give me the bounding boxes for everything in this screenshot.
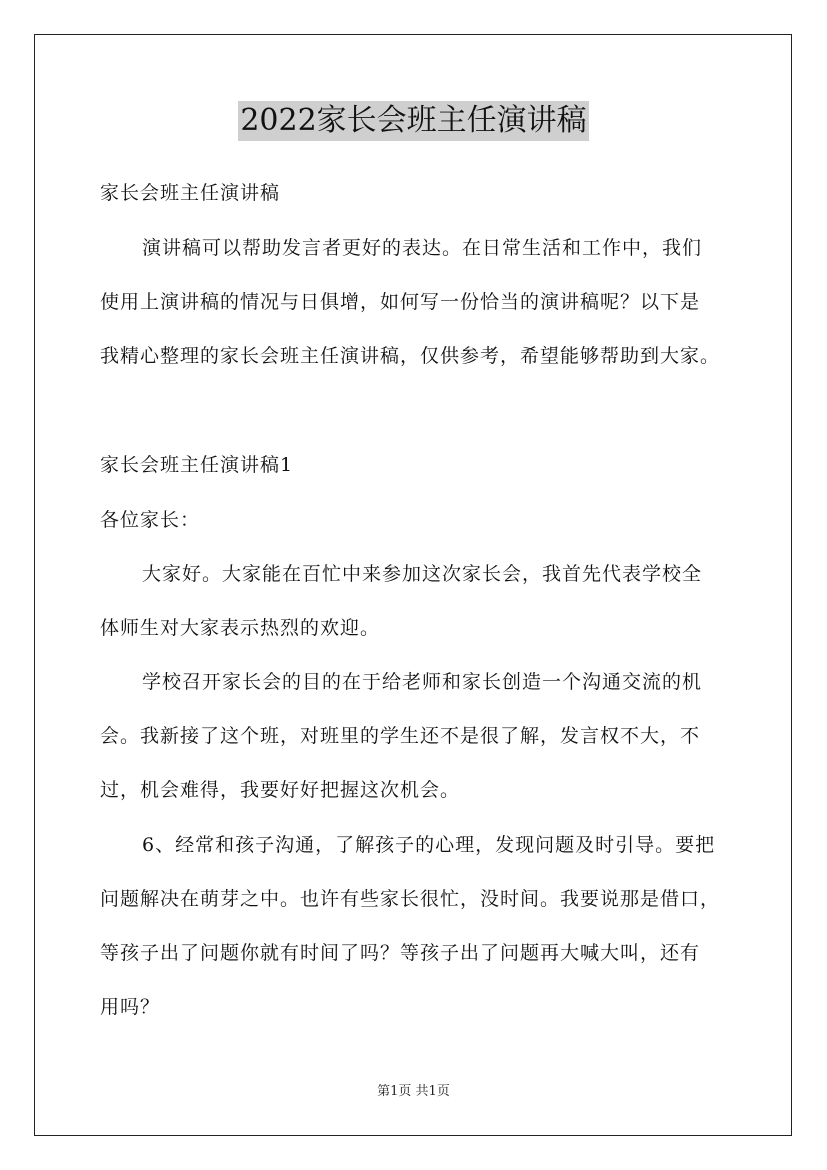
paragraph-2-line-1: 学校召开家长会的目的在于给老师和家长创造一个沟通交流的机 bbox=[142, 671, 703, 693]
section-heading: 家长会班主任演讲稿1 bbox=[100, 454, 294, 476]
intro-line-1: 演讲稿可以帮助发言者更好的表达。在日常生活和工作中，我们 bbox=[142, 237, 703, 259]
paragraph-3-line-3: 等孩子出了问题你就有时间了吗？等孩子出了问题再大喊大叫，还有 bbox=[100, 942, 701, 964]
paragraph-2-line-3: 过，机会难得，我要好好把握这次机会。 bbox=[100, 779, 461, 801]
paragraph-1-line-1: 大家好。大家能在百忙中来参加这次家长会，我首先代表学校全 bbox=[142, 563, 703, 585]
subtitle-line: 家长会班主任演讲稿 bbox=[100, 182, 281, 204]
title-container bbox=[0, 101, 827, 141]
paragraph-3-line-2: 问题解决在萌芽之中。也许有些家长很忙，没时间。我要说那是借口， bbox=[100, 888, 721, 910]
intro-line-2: 使用上演讲稿的情况与日俱增，如何写一份恰当的演讲稿呢？以下是 bbox=[100, 291, 701, 313]
paragraph-2-line-2: 会。我新接了这个班，对班里的学生还不是很了解，发言权不大，不 bbox=[100, 725, 701, 747]
page-footer: 第1页 共1页 bbox=[377, 1084, 450, 1099]
paragraph-3-line-4: 用吗？ bbox=[100, 996, 161, 1018]
salutation: 各位家长： bbox=[100, 509, 201, 531]
intro-line-3: 我精心整理的家长会班主任演讲稿，仅供参考，希望能够帮助到大家。 bbox=[100, 345, 721, 367]
paragraph-1-line-2: 体师生对大家表示热烈的欢迎。 bbox=[100, 617, 381, 639]
document-title: 2022家长会班主任演讲稿 bbox=[238, 101, 588, 141]
paragraph-3-line-1: 6、经常和孩子沟通，了解孩子的心理，发现问题及时引导。要把 bbox=[142, 834, 716, 856]
